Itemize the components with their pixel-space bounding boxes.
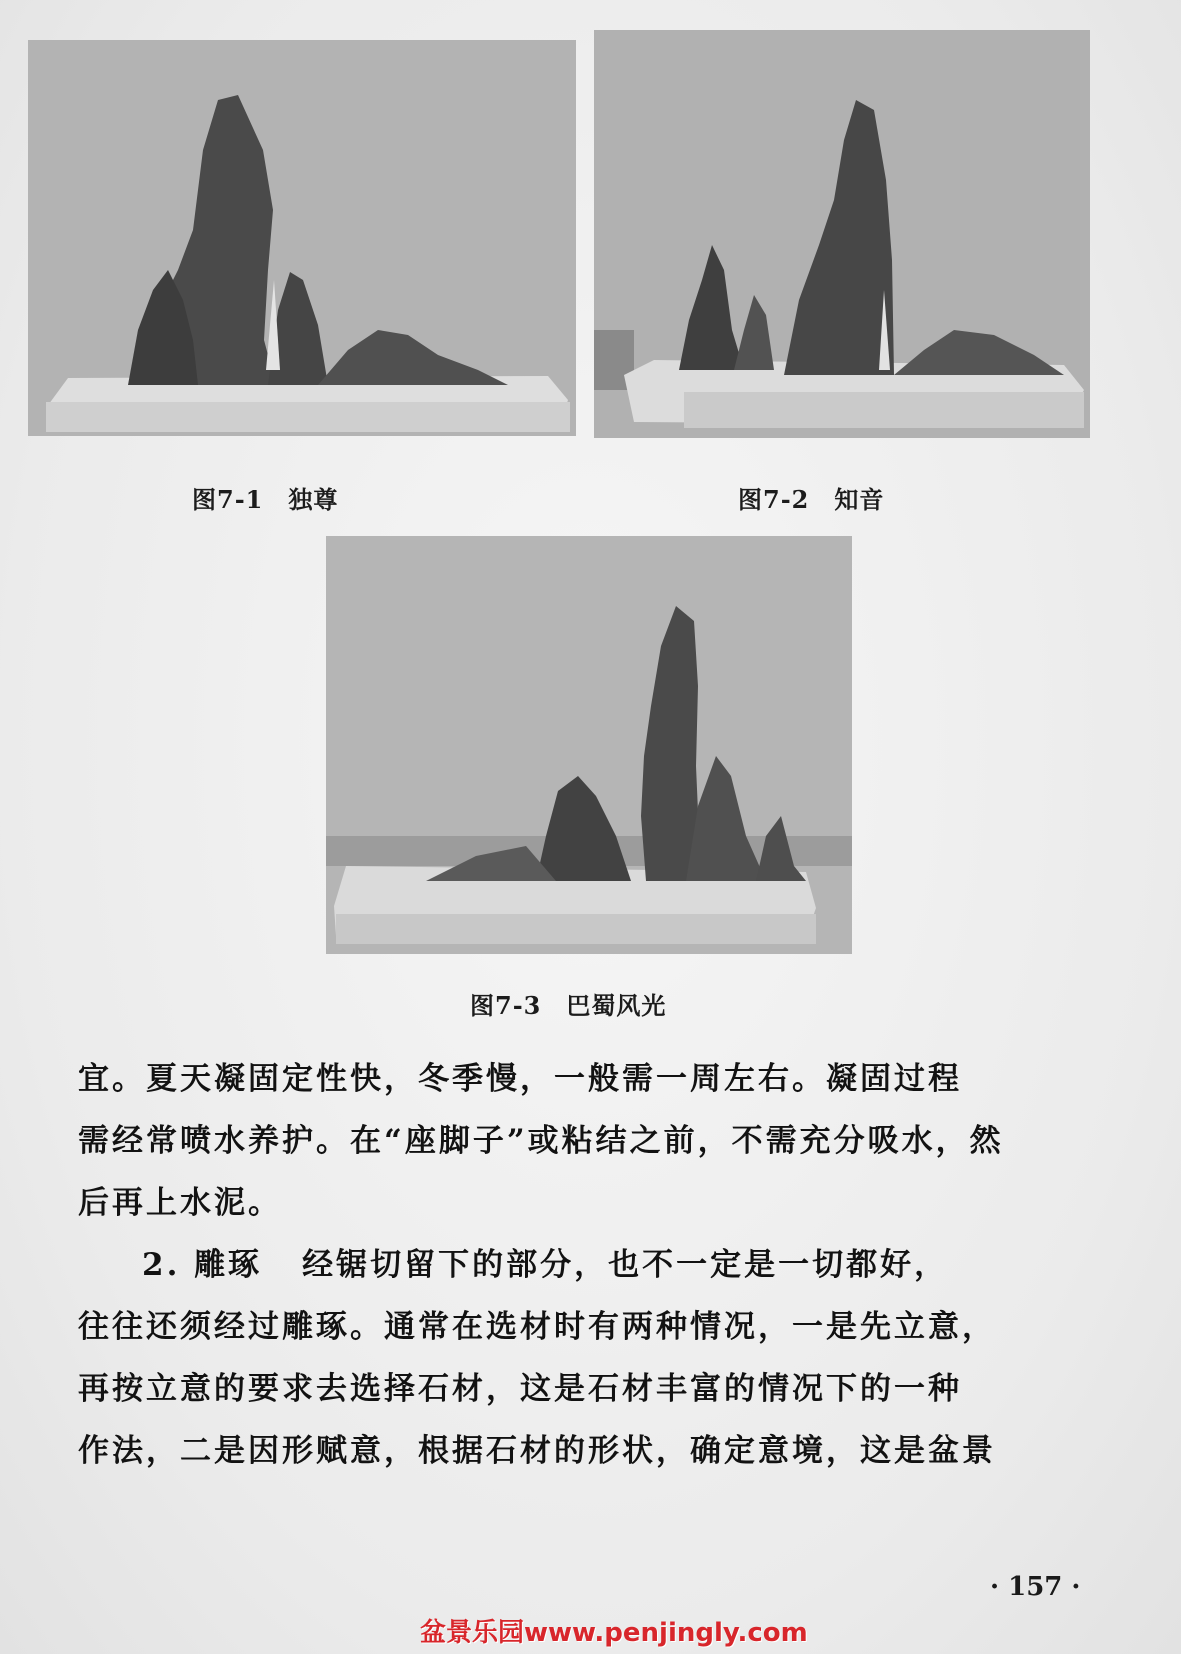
body-line: 经锯切留下的部分，也不一定是一切都好， [302, 1247, 949, 1283]
section-heading: 2. 雕琢 [142, 1247, 263, 1283]
figure-7-2-caption: 图7-2 知音 [738, 485, 885, 514]
section-first-line [78, 1234, 1108, 1296]
penjing-rock-landscape-image [326, 536, 852, 954]
figure-7-1-caption: 图7-1 独尊 [192, 485, 339, 514]
figure-7-2-photo [594, 30, 1090, 438]
site-watermark: 盆景乐园www.penjingly.com [420, 1618, 808, 1648]
body-line: 再按立意的要求去选择石材，这是石材丰富的情况下的一种 [78, 1371, 962, 1407]
body-line: 宜。夏天凝固定性快，冬季慢，一般需一周左右。凝固过程 [78, 1061, 962, 1097]
body-text [78, 1048, 1108, 1482]
figure-7-3-caption: 图7-3 巴蜀风光 [470, 991, 667, 1020]
body-line: 作法，二是因形赋意，根据石材的形状，确定意境，这是盆景 [78, 1433, 996, 1469]
body-line: 往往还须经过雕琢。通常在选材时有两种情况，一是先立意， [78, 1309, 996, 1345]
page-number: · 157 · [990, 1572, 1081, 1602]
figure-7-1-photo [28, 40, 576, 436]
penjing-rock-landscape-image [594, 30, 1090, 438]
penjing-rock-landscape-image [28, 40, 576, 436]
body-line: 需经常喷水养护。在“座脚子”或粘结之前，不需充分吸水，然 [78, 1123, 1004, 1159]
figure-7-3-photo [326, 536, 852, 954]
body-line: 后再上水泥。 [78, 1185, 282, 1221]
